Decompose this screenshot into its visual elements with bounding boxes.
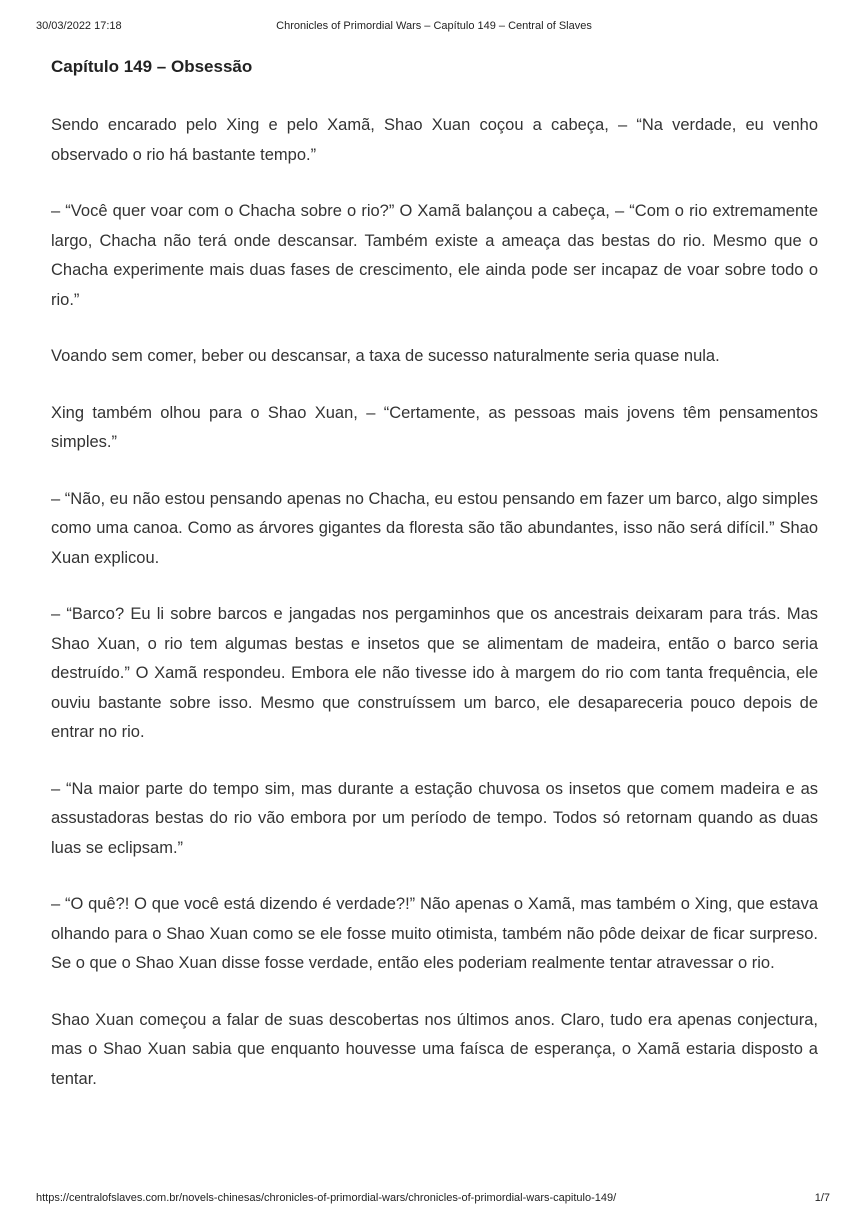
paragraph: – “Não, eu não estou pensando apenas no Chacha, eu estou pensando em fazer um barco, algo simples como uma canoa. Como as árvores gigantes da floresta são tão abundantes, isso não será difícil.” Shao Xuan explicou. (51, 489, 818, 567)
article-body (51, 55, 818, 1121)
paragraph: Shao Xuan começou a falar de suas descobertas nos últimos anos. Claro, tudo era apenas conjectura, mas o Shao Xuan sabia que enquanto houvesse uma faísca de esperança, o Xamã estaria disposto a tentar. (51, 1010, 818, 1088)
print-timestamp: 30/03/2022 17:18 (36, 20, 122, 32)
paragraph: – “Na maior parte do tempo sim, mas durante a estação chuvosa os insetos que comem madeira e as assustadoras bestas do rio vão embora por um período de tempo. Todos só retornam quando as duas luas se eclipsam.” (51, 779, 818, 857)
paragraph: Sendo encarado pelo Xing e pelo Xamã, Shao Xuan coçou a cabeça, – “Na verdade, eu venho observado o rio há bastante tempo.” (51, 116, 818, 164)
paragraph: Voando sem comer, beber ou descansar, a taxa de sucesso naturalmente seria quase nula. (51, 347, 720, 365)
source-url-link[interactable]: https://centralofslaves.com.br/novels-chinesas/chronicles-of-primordial-wars/chronicles-of-primordial-wars-capitulo-149/ (36, 1192, 617, 1204)
paragraph: – “Você quer voar com o Chacha sobre o rio?” O Xamã balançou a cabeça, – “Com o rio extremamente largo, Chacha não terá onde descansar. Também existe a ameaça das bestas do rio. Mesmo que o Chacha experimente mais duas fases de crescimento, ele ainda pode ser incapaz de voar sobre todo o rio.” (51, 202, 818, 309)
chapter-title: Capítulo 149 – Obsessão (51, 57, 253, 76)
paragraph: Xing também olhou para o Shao Xuan, – “Certamente, as pessoas mais jovens têm pensamentos simples.” (51, 403, 818, 451)
print-page-title: Chronicles of Primordial Wars – Capítulo 149 – Central of Slaves (276, 20, 592, 32)
paragraph: – “Barco? Eu li sobre barcos e jangadas nos pergaminhos que os ancestrais deixaram para trás. Mas Shao Xuan, o rio tem algumas bestas e insetos que se alimentam de madeira, então o barco seria destruído.” O Xamã respondeu. Embora ele não tivesse ido à margem do rio com tanta frequência, ele ouviu bastante sobre isso. Mesmo que construíssem um barco, ele desapareceria pouco depois de entrar no rio. (51, 605, 818, 741)
page-number: 1/7 (814, 1192, 830, 1204)
paragraph: – “O quê?! O que você está dizendo é verdade?!” Não apenas o Xamã, mas também o Xing, que estava olhando para o Shao Xuan como se ele fosse muito otimista, também não pôde deixar de ficar surpreso. Se o que o Shao Xuan disse fosse verdade, então eles poderiam realmente tentar atravessar o rio. (51, 895, 818, 972)
